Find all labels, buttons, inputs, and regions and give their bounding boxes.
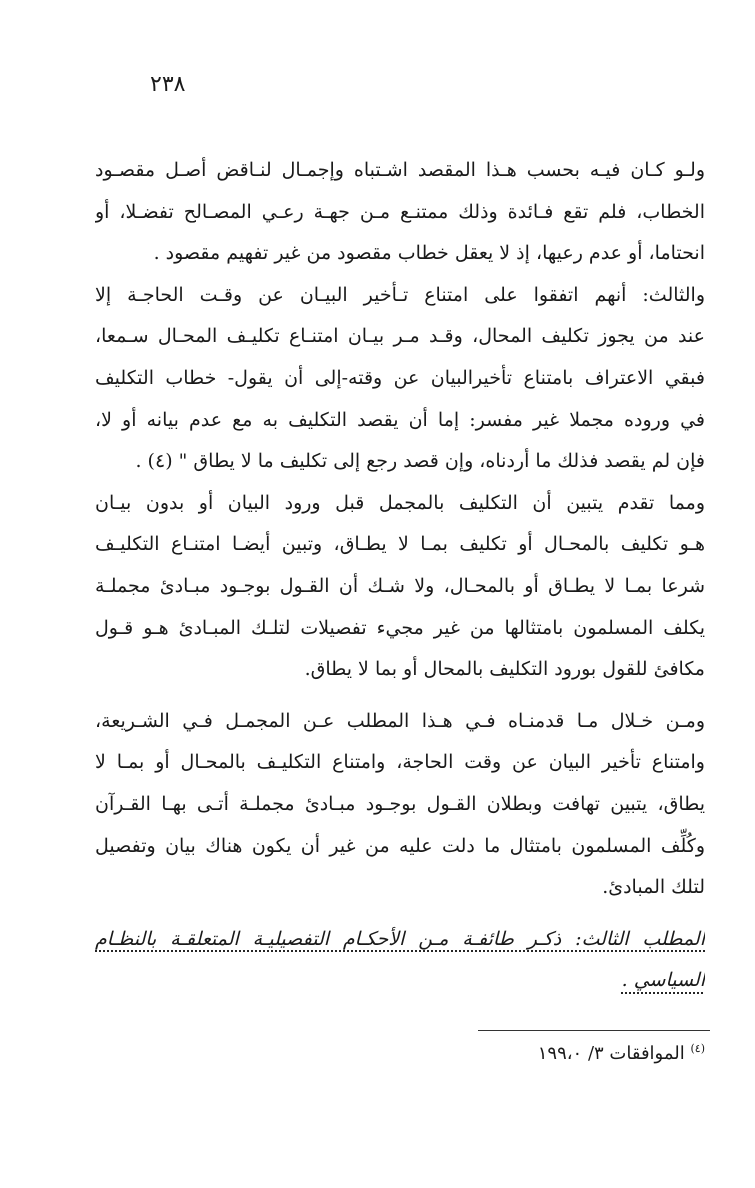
text-line: وكُلِّف المسلمون بامتثال ما دلت عليه من غير أن يكون هناك بيان وتفصيل (95, 834, 705, 857)
page-number: ٢٣٨ (150, 72, 186, 97)
text-line: وامتناع تأخير البيان عن وقت الحاجة، وامتناع التكليـف بالمحـال أو بمـا لا (95, 751, 705, 774)
section-heading (95, 919, 705, 1002)
footnote-text: الموافقات ٣/ ١٩٩،٠ (537, 1043, 685, 1064)
text-line: هـو تكليف بالمحـال أو تكليف بمـا لا يطـاق، وتبين أيضـا امتنـاع التكليـف (95, 533, 705, 556)
text-line: ومـن خـلال مـا قدمنـاه فـي هـذا المطلب عـن المجمـل فـي الشـريعة، (95, 709, 705, 732)
text-line: في وروده مجملا غير مفسر: إما أن يقصد التكليف به مع عدم بيانه أو لا، (95, 408, 705, 431)
text-line: انحتاما، أو عدم رعيها، إذ لا يعقل خطاب مقصود من غير تفهيم مقصود . (153, 242, 705, 265)
text-line: الخطاب، فلم تقع فـائدة وذلك ممتنـع مـن جهـة رعـي المصـالح تفضـلا، أو (95, 200, 705, 223)
text-line: مكافئ للقول بورود التكليف بالمحال أو بما لا يطاق. (304, 658, 705, 681)
text-line: فبقي الاعتراف بامتناع تأخيرالبيان عن وقته-إلى أن يقول- خطاب التكليف (95, 366, 705, 389)
footnote (538, 1042, 705, 1064)
text-line: يطاق، يتبين تهافت وبطلان القـول بوجـود مبـادئ مجملـة أتـى بهـا القـرآن (95, 792, 705, 815)
text-line: ومما تقدم يتبين أن التكليف بالمجمل قبل ورود البيان أو بدون بيـان (95, 491, 705, 514)
text-line: عند من يجوز تكليف المحال، وقـد مـر بيـان امتنـاع تكليـف المحـال سـمعا، (95, 325, 705, 348)
text-line: ولـو كـان فيـه بحسب هـذا المقصد اشـتباه وإجمـال لنـاقض أصـل مقصـود (95, 159, 705, 181)
footnote-mark: (٤) (690, 1042, 705, 1055)
body-text (95, 150, 705, 1002)
text-line: لتلك المبادئ. (602, 876, 705, 899)
heading-line: المطلب الثالث: ذكـر طائفـة مـن الأحكـام التفصيليـة المتعلقـة بالنظـام (95, 927, 705, 950)
text-line: فإن لم يقصد فذلك ما أردناه، وإن قصد رجع إلى تكليف ما لا يطاق " (٤) . (135, 450, 705, 473)
paragraph-2 (95, 275, 705, 483)
paragraph-4 (95, 701, 705, 909)
paragraph-1 (95, 150, 705, 275)
paragraph-3 (95, 483, 705, 691)
heading-line: السياسي . (621, 969, 705, 992)
text-line: والثالث: أنهم اتفقوا على امتناع تـأخير البيـان عن وقـت الحاجـة إلا (95, 283, 705, 306)
text-line: يكلف المسلمون بامتثالها من غير مجيء تفصيلات لتلـك المبـادئ هـو قـول (95, 616, 705, 639)
footnote-divider (478, 1030, 710, 1031)
text-line: شرعا بمـا لا يطـاق أو بالمحـال، ولا شـك أن القـول بوجـود مبـادئ مجملـة (95, 574, 705, 597)
